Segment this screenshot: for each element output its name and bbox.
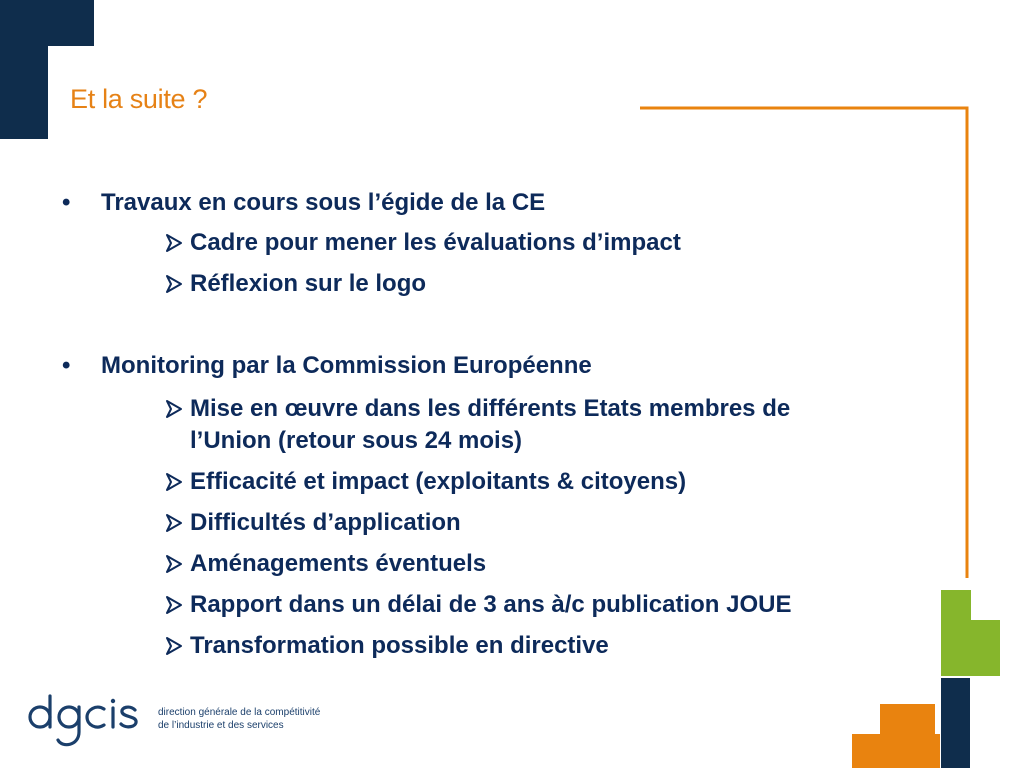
section-heading: Travaux en cours sous l’égide de la CE [101,189,546,216]
org-name-line2: de l’industrie et des services [158,720,284,731]
arrow-bullet-icon [164,636,184,656]
sub-item: Cadre pour mener les évaluations d’impact [190,229,681,256]
section-heading: Monitoring par la Commission Européenne [101,352,592,379]
arrow-bullet-icon [164,472,184,492]
arrow-bullet-icon [164,274,184,294]
arrow-bullet-icon [164,554,184,574]
bullet-icon: • [62,352,71,379]
sub-item: Difficultés d’application [190,509,461,536]
sub-item: Aménagements éventuels [190,550,487,577]
org-name-line1: direction générale de la compétitivité [158,707,321,718]
sub-item: Efficacité et impact (exploitants & citoyens) [190,468,687,495]
dgcis-logo [26,690,156,756]
arrow-bullet-icon [164,595,184,615]
arrow-bullet-icon [164,233,184,253]
org-name [158,706,320,732]
sub-item: l’Union (retour sous 24 mois) [190,427,523,454]
arrow-bullet-icon [164,513,184,533]
sub-item: Mise en œuvre dans les différents Etats membres de [190,395,791,422]
sub-item: Rapport dans un délai de 3 ans à/c publication JOUE [190,591,792,618]
arrow-bullet-icon [164,399,184,419]
sub-item: Réflexion sur le logo [190,270,427,297]
page-title: Et la suite ? [70,84,208,114]
sub-item: Transformation possible en directive [190,632,609,659]
bullet-icon: • [62,189,71,216]
